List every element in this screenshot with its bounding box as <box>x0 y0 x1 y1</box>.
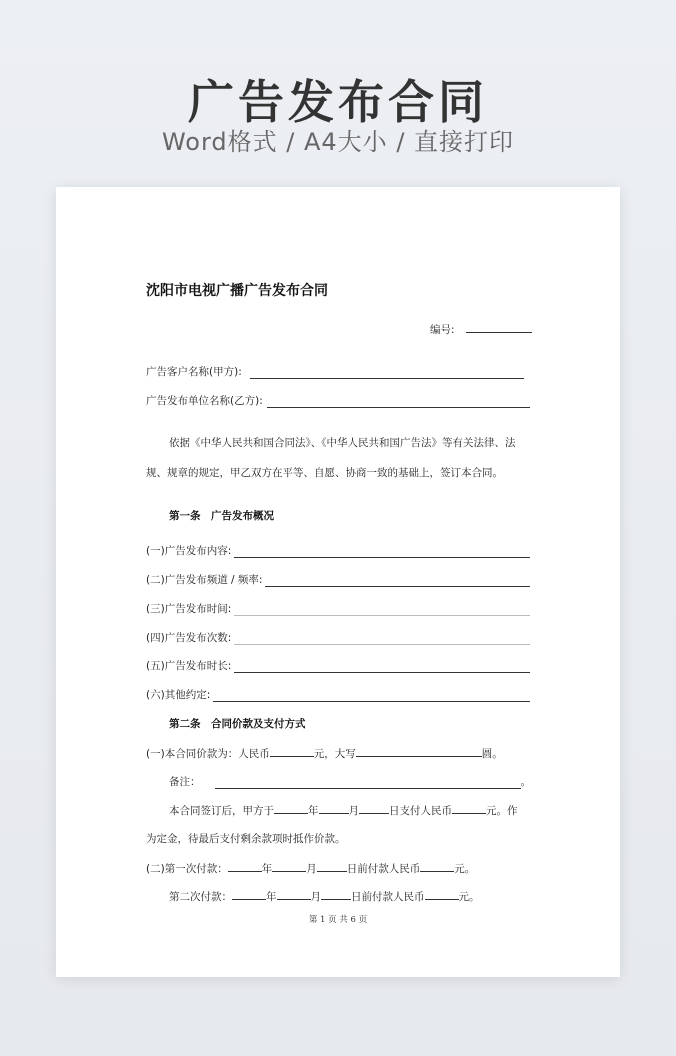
first-payment-month-blank[interactable] <box>272 860 306 872</box>
second-payment-year-label: 年 <box>266 891 277 903</box>
party-b-blank[interactable] <box>267 396 530 408</box>
document-page <box>56 187 620 977</box>
contract-number-label: 编号: <box>430 324 455 336</box>
remark-blank[interactable] <box>215 777 521 789</box>
second-payment-label: 第二次付款： <box>169 891 232 903</box>
deposit-yuan-label: 元。作 <box>486 805 518 817</box>
deposit-month-label: 月 <box>348 805 359 817</box>
second-payment-month-label: 月 <box>310 891 321 903</box>
remark-row <box>169 774 531 789</box>
second-payment-year-blank[interactable] <box>232 888 266 900</box>
banner-title: 广告发布合同 <box>188 75 488 129</box>
party-a-blank[interactable] <box>250 367 524 379</box>
second-payment-yuan-label: 元。 <box>458 891 480 903</box>
deposit-amount-blank[interactable] <box>452 802 486 814</box>
contract-number-blank[interactable] <box>466 321 532 333</box>
article-1-item <box>146 687 530 702</box>
party-a-label: 广告客户名称(甲方): <box>146 366 242 378</box>
contract-number-row <box>430 321 532 337</box>
party-a-row <box>146 364 524 379</box>
article-1-item-label: (二)广告发布频道 / 频率: <box>146 574 263 586</box>
deposit-year-blank[interactable] <box>274 802 308 814</box>
party-b-row <box>146 393 530 408</box>
deposit-row <box>169 802 518 818</box>
deposit-text: 本合同签订后，甲方于 <box>169 805 274 817</box>
article-1-item <box>146 601 530 616</box>
first-payment-row <box>146 860 475 876</box>
second-payment-row <box>169 888 480 904</box>
second-payment-amount-blank[interactable] <box>425 888 459 900</box>
first-payment-month-label: 月 <box>306 863 317 875</box>
article-1-title: 第一条 广告发布概况 <box>169 510 274 522</box>
remark-label: 备注： <box>169 776 201 788</box>
deposit-year-label: 年 <box>308 805 319 817</box>
first-payment-year-label: 年 <box>261 863 273 875</box>
article-1-item-label: (一)广告发布内容: <box>146 545 232 557</box>
intro-line-1: 依据《中华人民共和国合同法》、《中华人民共和国广告法》等有关法律、法 <box>169 437 516 449</box>
article-1-item <box>146 658 530 673</box>
deposit-day-blank[interactable] <box>359 802 389 814</box>
price-row <box>146 745 503 761</box>
article-1-item-blank[interactable] <box>213 690 530 702</box>
second-payment-day-blank[interactable] <box>321 888 351 900</box>
article-1-item-label: (六)其他约定: <box>146 689 211 701</box>
price-end-label: 圆。 <box>481 748 503 760</box>
article-1-item-label: (四)广告发布次数: <box>146 632 232 644</box>
price-amount-blank[interactable] <box>270 745 314 757</box>
article-1-item <box>146 572 530 587</box>
remark-end: 。 <box>520 776 531 788</box>
second-payment-month-blank[interactable] <box>277 888 311 900</box>
article-1-item-blank[interactable] <box>234 604 530 616</box>
first-payment-day-blank[interactable] <box>317 860 347 872</box>
article-1-item-blank[interactable] <box>234 661 530 673</box>
article-1-item <box>146 630 530 645</box>
party-b-label: 广告发布单位名称(乙方): <box>146 395 263 407</box>
deposit-month-blank[interactable] <box>319 802 349 814</box>
price-capital-blank[interactable] <box>356 745 482 757</box>
article-1-item-blank[interactable] <box>265 575 530 587</box>
intro-line-2: 规、规章的规定，甲乙双方在平等、自愿、协商一致的基础上，签订本合同。 <box>146 467 503 479</box>
article-2-title: 第二条 合同价款及支付方式 <box>169 718 306 730</box>
article-1-item-label: (五)广告发布时长: <box>146 660 232 672</box>
article-1-item-blank[interactable] <box>234 633 530 645</box>
first-payment-amount-blank[interactable] <box>420 860 454 872</box>
article-1-item <box>146 543 530 558</box>
price-prefix: (一)本合同价款为：人民币 <box>146 748 270 760</box>
banner-subtitle: Word格式 / A4大小 / 直接打印 <box>161 128 515 156</box>
first-payment-day-pay-label: 日前付款人民币 <box>346 863 421 875</box>
deposit-line-2: 为定金，待最后支付剩余款项时抵作价款。 <box>146 833 346 845</box>
document-title: 沈阳市电视广播广告发布合同 <box>146 283 328 299</box>
first-payment-label: (二)第一次付款： <box>146 863 228 875</box>
price-yuan-label: 元，大写 <box>313 748 356 760</box>
first-payment-year-blank[interactable] <box>228 860 262 872</box>
deposit-day-pay-label: 日支付人民币 <box>389 805 452 817</box>
second-payment-day-pay-label: 日前付款人民币 <box>351 891 425 903</box>
article-1-item-blank[interactable] <box>234 546 530 558</box>
page-footer: 第 1 页 共 6 页 <box>308 915 368 925</box>
article-1-item-label: (三)广告发布时间: <box>146 603 232 615</box>
first-payment-yuan-label: 元。 <box>454 863 476 875</box>
